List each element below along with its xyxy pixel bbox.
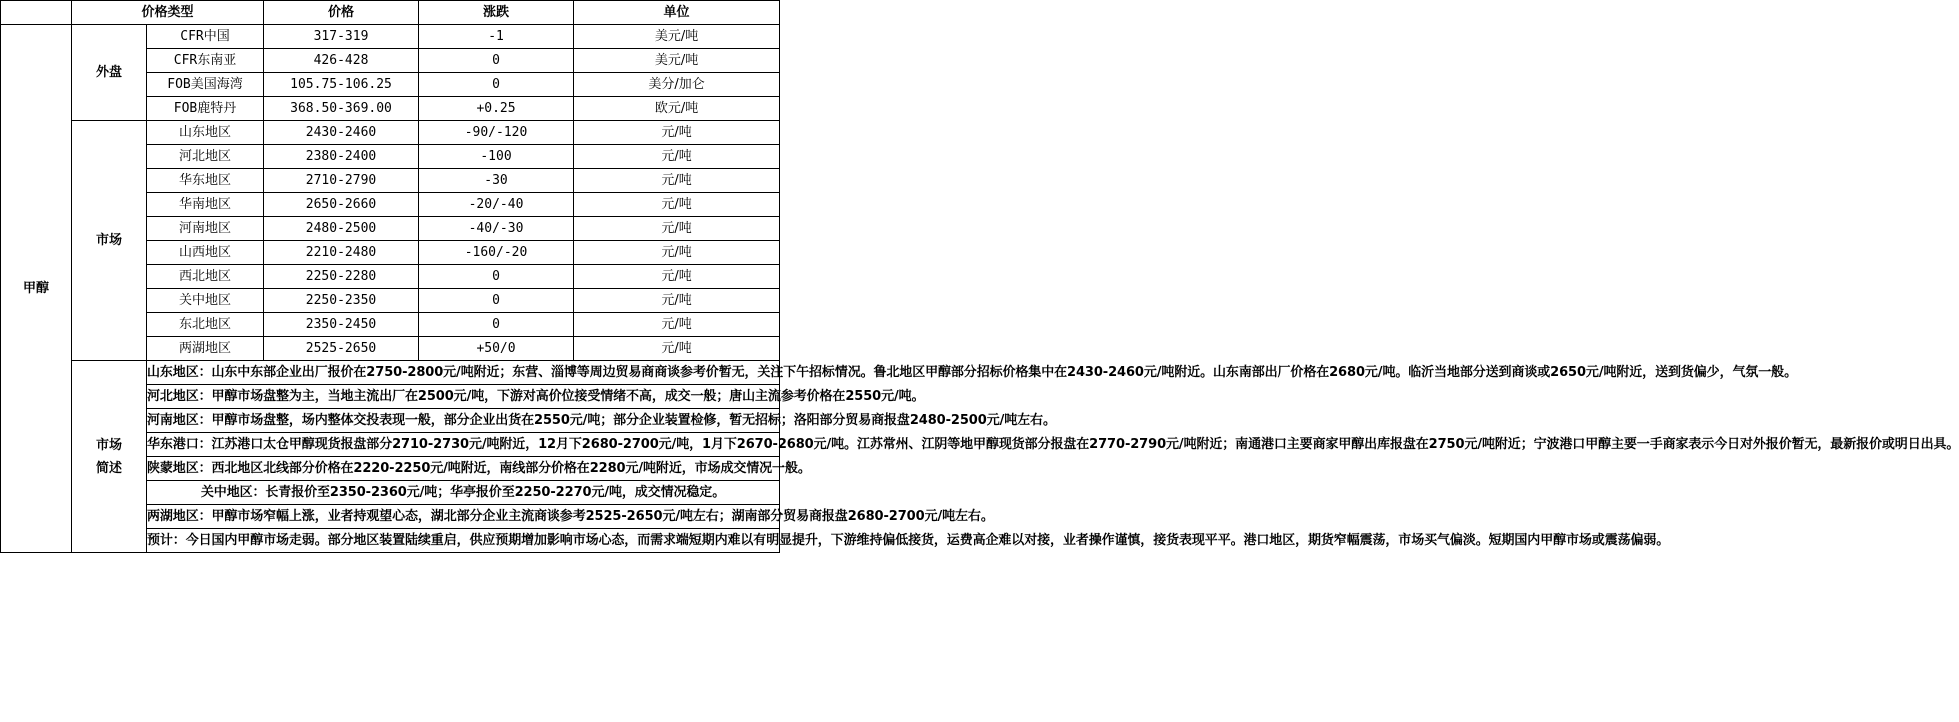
change-cell: 0 [419, 265, 574, 289]
region-cell: 关中地区 [147, 289, 264, 313]
unit-cell: 元/吨 [574, 193, 780, 217]
unit-cell: 欧元/吨 [574, 97, 780, 121]
change-cell: 0 [419, 49, 574, 73]
change-cell: -30 [419, 169, 574, 193]
price-cell: 2480-2500 [264, 217, 419, 241]
change-cell: 0 [419, 73, 574, 97]
table-row [1, 25, 780, 49]
change-cell: 0 [419, 313, 574, 337]
note-shaanxi-mongolia: 陕蒙地区：西北地区北线部分价格在2220-2250元/吨附近，南线部分价格在2280元/吨附近，市场成交情况一般。 [147, 457, 780, 481]
header-price-type: 价格类型 [72, 1, 264, 25]
unit-cell: 元/吨 [574, 217, 780, 241]
region-cell: 华东地区 [147, 169, 264, 193]
change-cell: -90/-120 [419, 121, 574, 145]
note-lianghu: 两湖地区：甲醇市场窄幅上涨，业者持观望心态，湖北部分企业主流商谈参考2525-2650元/吨左右；湖南部分贸易商报盘2680-2700元/吨左右。 [147, 505, 780, 529]
product-label: 甲醇 [1, 25, 72, 553]
price-cell: 2710-2790 [264, 169, 419, 193]
change-cell: -100 [419, 145, 574, 169]
unit-cell: 元/吨 [574, 337, 780, 361]
header-price: 价格 [264, 1, 419, 25]
unit-cell: 元/吨 [574, 145, 780, 169]
change-cell: 0 [419, 289, 574, 313]
unit-cell: 元/吨 [574, 313, 780, 337]
group-summary [72, 361, 147, 553]
change-cell: -1 [419, 25, 574, 49]
change-cell: +0.25 [419, 97, 574, 121]
price-cell: 2380-2400 [264, 145, 419, 169]
price-cell: 2650-2660 [264, 193, 419, 217]
note-henan: 河南地区：甲醇市场盘整，场内整体交投表现一般，部分企业出货在2550元/吨；部分企业装置检修，暂无招标；洛阳部分贸易商报盘2480-2500元/吨左右。 [147, 409, 780, 433]
region-cell: 华南地区 [147, 193, 264, 217]
unit-cell: 元/吨 [574, 241, 780, 265]
note-east-china-port: 华东港口：江苏港口太仓甲醇现货报盘部分2710-2730元/吨附近，12月下2680-2700元/吨，1月下2670-2680元/吨。江苏常州、江阴等地甲醇现货部分报盘在2770-2790元/吨附近；南通港口主要商家甲醇出库报盘在2750元/吨附近；宁波港口甲醇主要一手商家表示今日对外报价暂无，最新报价或明日出具。 [147, 433, 780, 457]
unit-cell: 美元/吨 [574, 49, 780, 73]
region-cell: CFR中国 [147, 25, 264, 49]
note-hebei: 河北地区：甲醇市场盘整为主，当地主流出厂在2500元/吨，下游对高价位接受情绪不高，成交一般；唐山主流参考价格在2550元/吨。 [147, 385, 780, 409]
note-shandong: 山东地区：山东中东部企业出厂报价在2750-2800元/吨附近；东营、淄博等周边贸易商商谈参考价暂无，关注下午招标情况。鲁北地区甲醇部分招标价格集中在2430-2460元/吨附近。山东南部出厂价格在2680元/吨。临沂当地部分送到商谈或2650元/吨附近，送到货偏少，气氛一般。 [147, 361, 780, 385]
header-unit: 单位 [574, 1, 780, 25]
price-cell: 2430-2460 [264, 121, 419, 145]
change-cell: -20/-40 [419, 193, 574, 217]
price-cell: 2250-2350 [264, 289, 419, 313]
header-change: 涨跌 [419, 1, 574, 25]
unit-cell: 美元/吨 [574, 25, 780, 49]
region-cell: FOB美国海湾 [147, 73, 264, 97]
group-market: 市场 [72, 121, 147, 361]
table-row [1, 121, 780, 145]
note-forecast: 预计：今日国内甲醇市场走弱。部分地区装置陆续重启，供应预期增加影响市场心态，而需求端短期内难以有明显提升，下游维持偏低接货，运费高企难以对接，业者操作谨慎，接货表现平平。港口地区，期货窄幅震荡，市场买气偏淡。短期国内甲醇市场或震荡偏弱。 [147, 529, 780, 553]
unit-cell: 元/吨 [574, 289, 780, 313]
region-cell: 河北地区 [147, 145, 264, 169]
price-cell: 2525-2650 [264, 337, 419, 361]
price-cell: 317-319 [264, 25, 419, 49]
region-cell: 河南地区 [147, 217, 264, 241]
price-cell: 2210-2480 [264, 241, 419, 265]
price-cell: 368.50-369.00 [264, 97, 419, 121]
group-summary-line2: 简述 [95, 460, 122, 476]
region-cell: FOB鹿特丹 [147, 97, 264, 121]
region-cell: 两湖地区 [147, 337, 264, 361]
note-guanzhong: 关中地区：长青报价至2350-2360元/吨；华亭报价至2250-2270元/吨，成交情况稳定。 [147, 481, 780, 505]
header-row [1, 1, 780, 25]
unit-cell: 元/吨 [574, 169, 780, 193]
change-cell: -40/-30 [419, 217, 574, 241]
change-cell: -160/-20 [419, 241, 574, 265]
price-cell: 426-428 [264, 49, 419, 73]
unit-cell: 美分/加仑 [574, 73, 780, 97]
price-cell: 2250-2280 [264, 265, 419, 289]
region-cell: 西北地区 [147, 265, 264, 289]
region-cell: 山西地区 [147, 241, 264, 265]
region-cell: CFR东南亚 [147, 49, 264, 73]
header-blank-cell [1, 1, 72, 25]
group-summary-line1: 市场 [95, 437, 122, 453]
price-cell: 105.75-106.25 [264, 73, 419, 97]
note-row [1, 361, 780, 385]
region-cell: 东北地区 [147, 313, 264, 337]
unit-cell: 元/吨 [574, 121, 780, 145]
group-external: 外盘 [72, 25, 147, 121]
change-cell: +50/0 [419, 337, 574, 361]
region-cell: 山东地区 [147, 121, 264, 145]
price-cell: 2350-2450 [264, 313, 419, 337]
unit-cell: 元/吨 [574, 265, 780, 289]
